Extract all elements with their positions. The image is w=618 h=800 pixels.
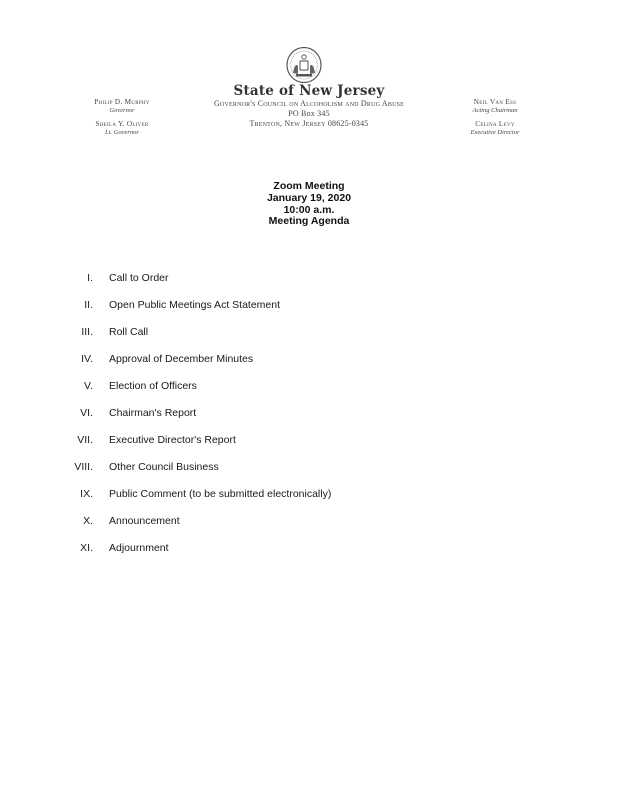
chairman-name: Neil Van Ess xyxy=(473,98,517,106)
agenda-item xyxy=(0,326,618,353)
council-name: Governor's Council on Alcoholism and Drug Abuse xyxy=(213,99,405,108)
council-address xyxy=(170,99,448,129)
meeting-time: 10:00 a.m. xyxy=(283,203,335,216)
agenda-item xyxy=(0,272,618,299)
governor-title: Governor xyxy=(109,106,135,114)
state-title: State of New Jersey xyxy=(233,83,385,99)
agenda-text: Public Comment (to be submitted electronically) xyxy=(109,488,332,500)
lt-governor-block xyxy=(72,120,172,137)
agenda-number: X. xyxy=(83,515,93,527)
agenda-text: Open Public Meetings Act Statement xyxy=(109,299,281,311)
agenda-item xyxy=(0,299,618,326)
agenda-item xyxy=(0,434,618,461)
agenda-item xyxy=(0,488,618,515)
governor-name: Philip D. Murphy xyxy=(94,98,150,106)
state-seal-icon xyxy=(282,46,326,84)
city-line: Trenton, New Jersey 08625-0345 xyxy=(249,119,369,128)
agenda-text: Executive Director's Report xyxy=(109,434,236,446)
agenda-item xyxy=(0,515,618,542)
agenda-item xyxy=(0,461,618,488)
agenda-number: V. xyxy=(84,380,93,392)
agenda-number: IV. xyxy=(81,353,93,365)
agenda-text: Approval of December Minutes xyxy=(109,353,254,365)
director-block xyxy=(450,120,540,137)
agenda-number: VIII. xyxy=(74,461,93,473)
chairman-block xyxy=(450,98,540,115)
agenda-number: I. xyxy=(87,272,93,284)
meeting-date: January 19, 2020 xyxy=(266,191,352,204)
agenda-text: Adjournment xyxy=(109,542,169,554)
governor-block xyxy=(72,98,172,115)
agenda-number: IX. xyxy=(80,488,93,500)
agenda-text: Chairman's Report xyxy=(109,407,197,419)
agenda-number: VII. xyxy=(77,434,93,446)
agenda-item xyxy=(0,407,618,434)
agenda-text: Announcement xyxy=(109,515,180,527)
agenda-text: Roll Call xyxy=(109,326,149,338)
agenda-item xyxy=(0,542,618,569)
agenda-item xyxy=(0,380,618,407)
agenda-text: Call to Order xyxy=(109,272,169,284)
agenda-list xyxy=(0,272,618,569)
po-box: PO Box 345 xyxy=(288,109,330,118)
director-title: Executive Director xyxy=(470,128,520,136)
lt-governor-name: Sheila Y. Oliver xyxy=(95,120,149,128)
lt-governor-title: Lt. Governor xyxy=(105,128,139,136)
meeting-type: Zoom Meeting xyxy=(273,180,345,192)
agenda-heading: Meeting Agenda xyxy=(268,215,350,228)
agenda-number: III. xyxy=(81,326,93,338)
agenda-number: VI. xyxy=(80,407,93,419)
agenda-item xyxy=(0,353,618,380)
agenda-text: Other Council Business xyxy=(109,461,219,473)
agenda-number: II. xyxy=(84,299,93,311)
agenda-text: Election of Officers xyxy=(109,380,197,392)
meeting-header xyxy=(209,181,409,228)
director-name: Celina Levy xyxy=(475,120,515,128)
agenda-number: XI. xyxy=(80,542,93,554)
chairman-title: Acting Chairman xyxy=(472,106,518,114)
